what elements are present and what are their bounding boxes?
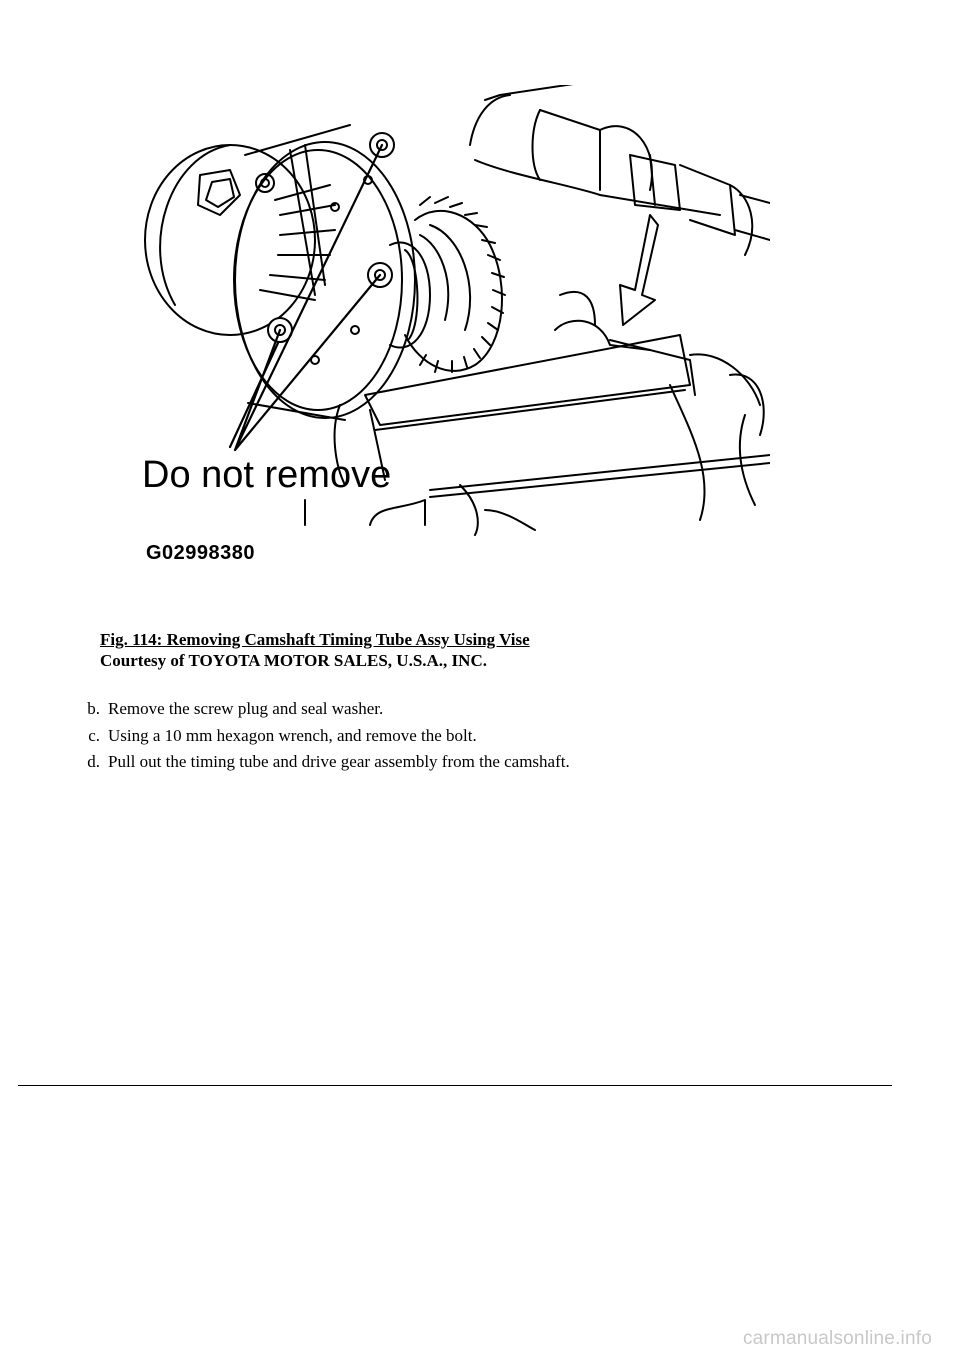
- step-letter: d.: [87, 752, 100, 771]
- step-letter: c.: [88, 725, 100, 745]
- figure-caption: [100, 629, 530, 671]
- list-item: [80, 749, 570, 776]
- line-drawing: [130, 85, 770, 575]
- figure-code: G02998380: [146, 542, 256, 564]
- list-item: [80, 696, 570, 723]
- illustration-camshaft-timing-tube: [130, 85, 770, 575]
- step-text: Using a 10 mm hexagon wrench, and remove the bolt.: [108, 725, 477, 745]
- list-item: [80, 723, 570, 750]
- page-divider: [18, 1085, 892, 1086]
- figure-callout-label: Do not remove: [142, 454, 392, 496]
- watermark: carmanualsonline.info: [742, 1328, 932, 1349]
- step-text: Remove the screw plug and seal washer.: [108, 699, 384, 718]
- caption-title: Fig. 114: Removing Camshaft Timing Tube Assy Using Vise: [100, 630, 530, 649]
- step-letter: b.: [87, 699, 100, 718]
- caption-credit: Courtesy of TOYOTA MOTOR SALES, U.S.A., INC.: [100, 651, 487, 670]
- procedure-steps: [80, 696, 570, 776]
- step-text: Pull out the timing tube and drive gear assembly from the camshaft.: [108, 752, 570, 771]
